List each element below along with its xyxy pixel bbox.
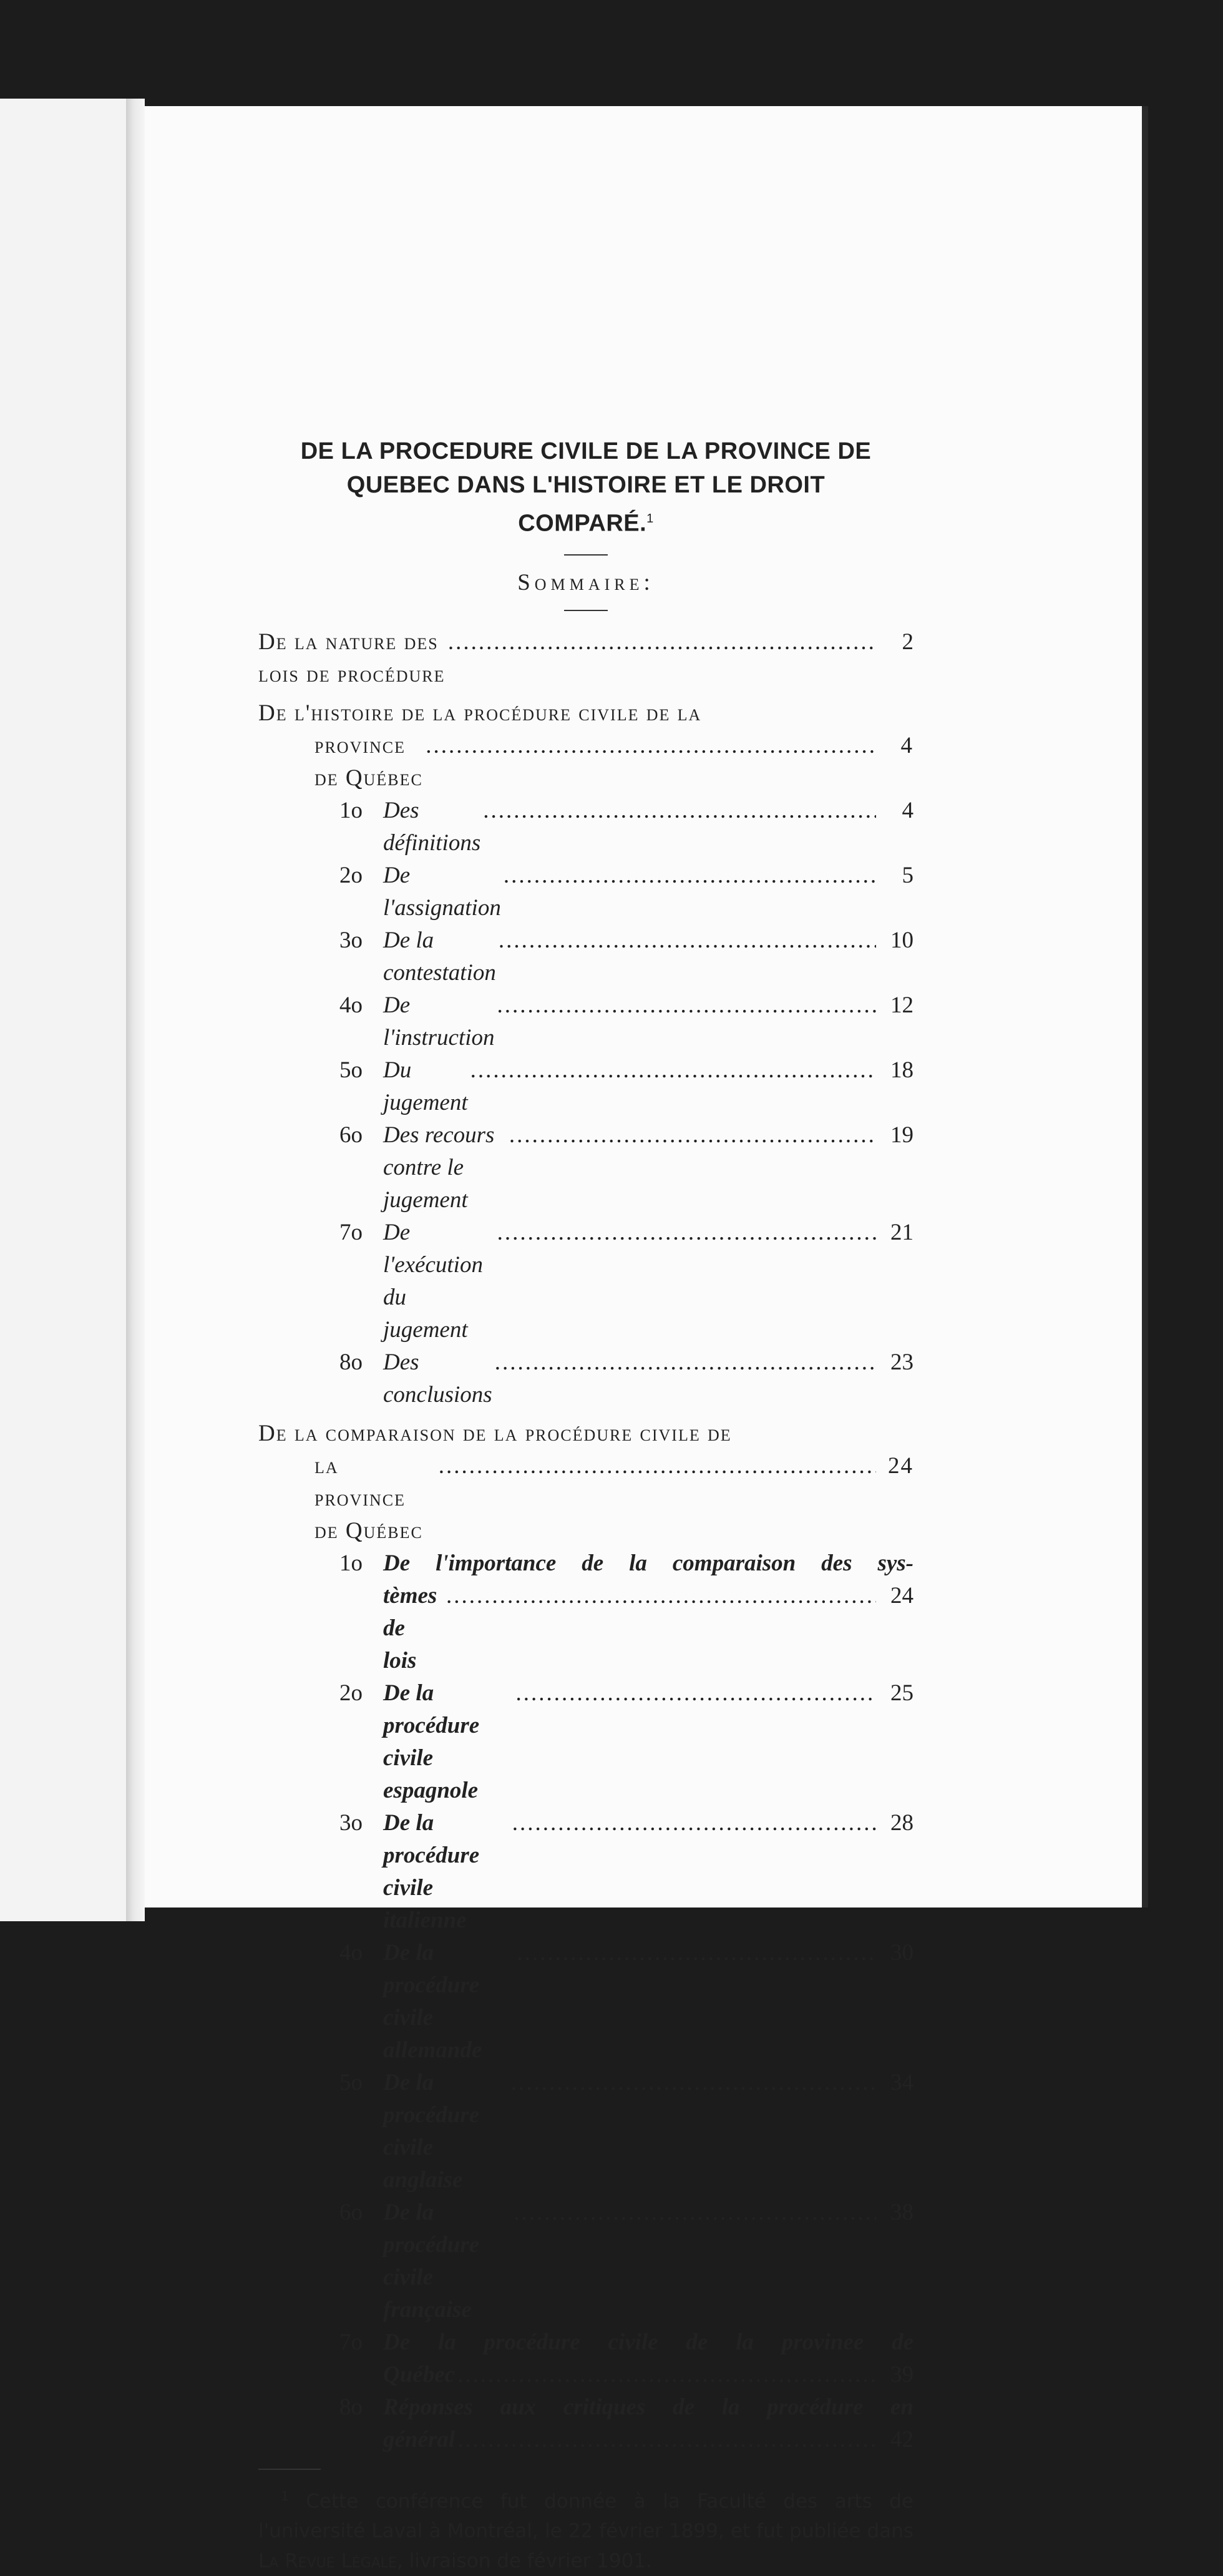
- leader-dots: [497, 989, 876, 1022]
- item-title: Du jugement: [383, 1057, 468, 1115]
- toc-item: [258, 1119, 914, 1217]
- item-number: 7o: [339, 1219, 363, 1245]
- toc-item: [258, 2391, 914, 2456]
- toc-section-comparaison: [258, 1418, 914, 2456]
- title-footnote-mark: 1: [646, 512, 654, 526]
- toc-item: [258, 924, 914, 989]
- sommaire-rule: [564, 610, 608, 611]
- item-number: 2o: [339, 1680, 363, 1706]
- leader-dots: [497, 1217, 876, 1249]
- leader-dots: [470, 1054, 876, 1087]
- left-page-edge: [0, 99, 126, 1921]
- toc-item: [258, 1346, 914, 1411]
- toc-item: [258, 1677, 914, 1807]
- toc-page-number: 21: [890, 1219, 914, 1245]
- leader-dots: [499, 924, 876, 957]
- leader-dots: [439, 1450, 876, 1482]
- item-title-line-1: De l'importance de la comparaison des sys-: [383, 1550, 914, 1576]
- toc-item: [258, 795, 914, 859]
- item-number: 5o: [339, 2069, 363, 2095]
- toc-page-number: 19: [890, 1122, 914, 1148]
- item-number: 6o: [339, 1122, 363, 1148]
- toc-item: [258, 859, 914, 924]
- title-line-3: COMPARÉ.: [518, 510, 647, 537]
- leader-dots: [495, 1346, 876, 1379]
- toc-section-title: De la nature des lois de procédure: [258, 629, 446, 687]
- toc-page-number: 12: [890, 992, 914, 1018]
- footnote-journal: La Revue Légale: [258, 2549, 397, 2572]
- toc-page-number: 39: [890, 2361, 914, 2387]
- toc-entry: [258, 626, 914, 691]
- page-content: [258, 434, 914, 2576]
- toc-item: [258, 2196, 914, 2326]
- toc-item: [258, 1807, 914, 1937]
- item-title: Des définitions: [383, 797, 481, 856]
- toc-page-number: 25: [890, 1680, 914, 1706]
- toc-page-number: 24: [890, 1582, 914, 1609]
- item-number: 6o: [339, 2199, 363, 2225]
- item-number: 5o: [339, 1057, 363, 1083]
- toc-entry: [258, 1450, 914, 1547]
- toc-page-number: 28: [890, 1810, 914, 1836]
- toc-section-title-cont: province de Québec: [314, 732, 423, 791]
- item-number: 8o: [339, 1349, 363, 1375]
- toc-page-number: 4: [900, 732, 914, 758]
- toc-section-title-cont: la province de Québec: [314, 1452, 423, 1544]
- item-number: 4o: [339, 992, 363, 1018]
- toc-entry: [258, 730, 914, 795]
- item-title: De l'exécution du jugement: [383, 1219, 483, 1343]
- leader-dots: [426, 730, 876, 762]
- leader-dots: [448, 626, 876, 659]
- toc-page-number: 5: [902, 862, 914, 888]
- item-title: De la procédure civile allemande: [383, 1939, 482, 2063]
- toc-page-number: 23: [890, 1349, 914, 1375]
- leader-dots: [457, 2424, 876, 2456]
- title-line-2: QUEBEC DANS L'HISTOIRE ET LE DROIT: [346, 472, 826, 498]
- footnote-text-after: , livraison de février 1901.: [396, 2549, 652, 2572]
- item-title: De la procédure civile espagnole: [383, 1680, 480, 1803]
- item-title-line-2: tèmes de lois: [383, 1582, 437, 1673]
- footnote-mark: 1: [281, 2488, 289, 2504]
- toc-page-number: 10: [890, 927, 914, 953]
- toc-item: [258, 2067, 914, 2196]
- item-number: 4o: [339, 1939, 363, 1966]
- footnote: [258, 2481, 914, 2576]
- item-number: 8o: [339, 2394, 363, 2420]
- item-number: 7o: [339, 2329, 363, 2355]
- leader-dots: [446, 1580, 876, 1612]
- page-right-edge: [1142, 106, 1148, 1908]
- toc-item: [258, 1217, 914, 1346]
- toc-page-number: 24: [888, 1452, 914, 1479]
- toc-page-number: 38: [890, 2199, 914, 2225]
- toc-page-number: 18: [890, 1057, 914, 1083]
- toc-item: [258, 1937, 914, 2067]
- toc-item: [258, 1054, 914, 1119]
- toc-item: [258, 989, 914, 1054]
- item-number: 1o: [339, 797, 363, 823]
- footnote-text-before: Cette conférence fut donnée à la Faculté des arts de l'université Laval à Montréal, le 22 février 1899, et fut publiée dans: [258, 2489, 914, 2542]
- item-title: De l'instruction: [383, 992, 495, 1050]
- table-of-contents: [258, 626, 914, 2456]
- leader-dots: [504, 859, 876, 892]
- toc-page-number: 2: [902, 629, 914, 655]
- item-title-line-1: De la procédure civile de la provinee de: [383, 2329, 914, 2355]
- item-title: Des recours contre le jugement: [383, 1122, 495, 1213]
- toc-section-title: De la comparaison de la procédure civile de: [258, 1420, 732, 1446]
- leader-dots: [457, 2359, 876, 2391]
- item-title: Des conclusions: [383, 1349, 492, 1408]
- item-title-line-2: général: [383, 2426, 456, 2452]
- toc-section-histoire: [258, 697, 914, 1411]
- toc-item: [258, 1547, 914, 1677]
- item-number: 3o: [339, 1810, 363, 1836]
- leader-dots: [511, 2067, 876, 2099]
- toc-item: [258, 2326, 914, 2391]
- toc-page-number: 34: [890, 2069, 914, 2095]
- title-line-1: DE LA PROCEDURE CIVILE DE LA PROVINCE DE: [300, 438, 872, 464]
- leader-dots: [514, 2196, 876, 2229]
- item-number: 3o: [339, 927, 363, 953]
- title-rule: [564, 554, 608, 556]
- toc-section-title: De l'histoire de la procédure civile de la: [258, 700, 702, 726]
- item-number: 1o: [339, 1550, 363, 1576]
- item-title-line-1: Réponses aux critiques de la procédure en: [383, 2394, 914, 2420]
- item-title: De la procédure civile anglaise: [383, 2069, 480, 2193]
- toc-page-number: 42: [890, 2426, 914, 2452]
- item-title: De l'assignation: [383, 862, 501, 921]
- leader-dots: [509, 1119, 876, 1152]
- leader-dots: [517, 1937, 876, 1969]
- item-title: De la procédure civile française: [383, 2199, 480, 2323]
- toc-page-number: 30: [890, 1939, 914, 1966]
- document-title: [258, 434, 914, 541]
- toc-page-number: 4: [902, 797, 914, 823]
- footnote-rule: [258, 2469, 321, 2470]
- item-title: De la procédure civile italienne: [383, 1810, 480, 1933]
- item-number: 2o: [339, 862, 363, 888]
- book-gutter: [126, 99, 145, 1921]
- leader-dots: [515, 1677, 876, 1710]
- sommaire-heading: Sommaire:: [517, 569, 655, 595]
- leader-dots: [483, 795, 876, 827]
- toc-section-nature: [258, 626, 914, 691]
- item-title: De la contestation: [383, 927, 496, 986]
- item-title-line-2: Québec: [383, 2361, 456, 2387]
- leader-dots: [512, 1807, 876, 1839]
